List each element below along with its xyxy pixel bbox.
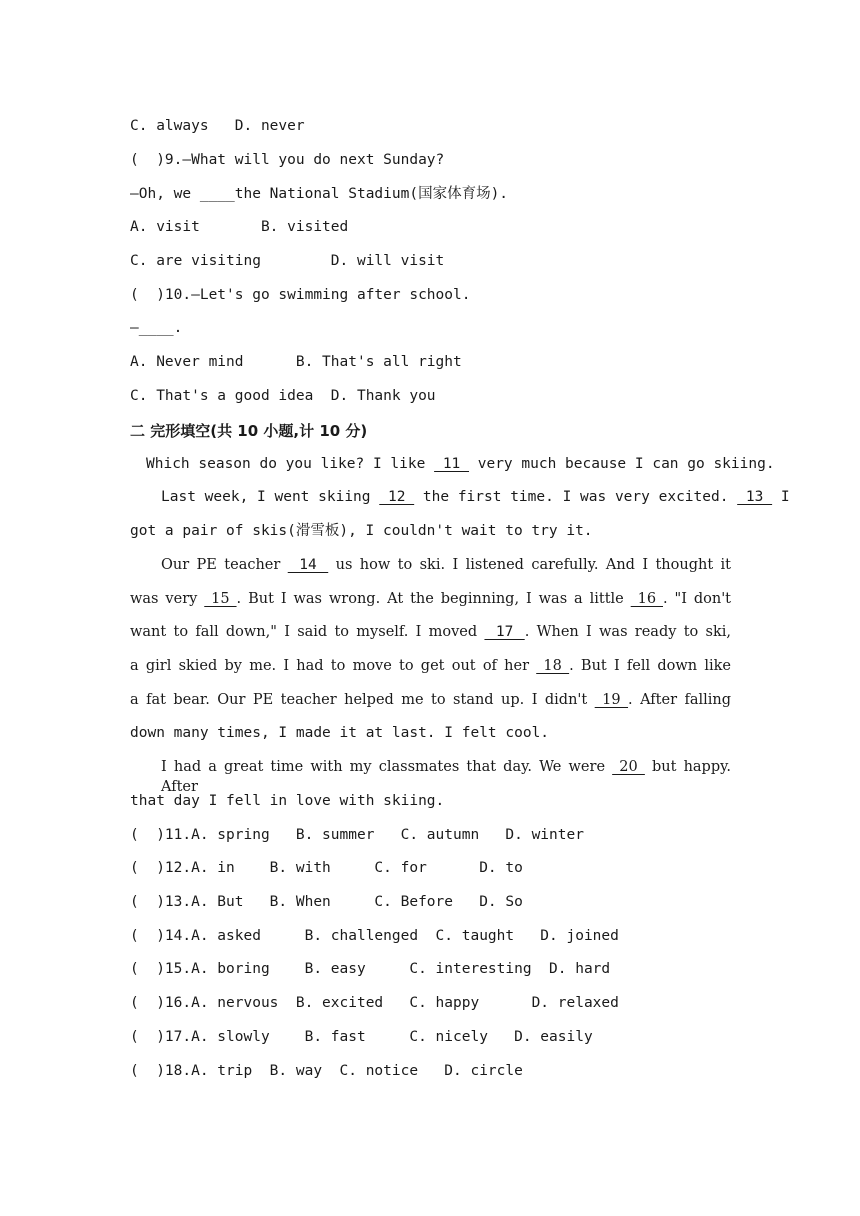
q10-options-ab: A. Never mind B. That's all right bbox=[130, 354, 462, 370]
cloze-option-17: ( )17.A. slowly B. fast C. nicely D. easily bbox=[130, 1029, 593, 1045]
q8-options-cd: C. always D. never bbox=[130, 118, 305, 134]
passage-line: got a pair of skis(滑雪板), I couldn't wait to try it. bbox=[130, 523, 593, 539]
passage-line: want to fall down," I said to myself. I moved 17 . When I was ready to ski, bbox=[130, 624, 731, 640]
cloze-option-13: ( )13.A. But B. When C. Before D. So bbox=[130, 894, 523, 910]
passage-line: that day I fell in love with skiing. bbox=[130, 793, 445, 809]
blank-12: 12 bbox=[379, 489, 415, 505]
cloze-option-11: ( )11.A. spring B. summer C. autumn D. winter bbox=[130, 827, 584, 843]
blank-20: 20 bbox=[612, 759, 645, 775]
q10-stem: ( )10.—Let's go swimming after school. bbox=[130, 287, 471, 303]
cloze-option-14: ( )14.A. asked B. challenged C. taught D. joined bbox=[130, 928, 619, 944]
passage-line: a fat bear. Our PE teacher helped me to stand up. I didn't 19 . After falling bbox=[130, 692, 731, 708]
cloze-option-15: ( )15.A. boring B. easy C. interesting D. hard bbox=[130, 961, 611, 977]
passage-line: I had a great time with my classmates that day. We were 20 but happy. After bbox=[161, 759, 731, 795]
cloze-option-12: ( )12.A. in B. with C. for D. to bbox=[130, 860, 523, 876]
passage-line: Last week, I went skiing 12 the first time. I was very excited. 13 I bbox=[161, 489, 790, 505]
q9-stem: ( )9.—What will you do next Sunday? bbox=[130, 152, 445, 168]
blank-16: 16 bbox=[630, 591, 663, 607]
blank-19: 19 bbox=[594, 692, 629, 708]
blank-17: 17 bbox=[484, 624, 525, 640]
q10-reply: —____. bbox=[130, 320, 183, 336]
passage-line: down many times, I made it at last. I felt cool. bbox=[130, 725, 550, 741]
blank-15: 15 bbox=[204, 591, 237, 607]
passage-line: Which season do you like? I like 11 very much because I can go skiing. bbox=[146, 456, 775, 472]
q10-options-cd: C. That's a good idea D. Thank you bbox=[130, 388, 436, 404]
cloze-option-16: ( )16.A. nervous B. excited C. happy D. relaxed bbox=[130, 995, 619, 1011]
passage-line: Our PE teacher 14 us how to ski. I listened carefully. And I thought it bbox=[161, 557, 731, 573]
cloze-option-18: ( )18.A. trip B. way C. notice D. circle bbox=[130, 1063, 523, 1079]
q9-reply: —Oh, we ____the National Stadium(国家体育场). bbox=[130, 186, 509, 202]
passage-line: was very 15 . But I was wrong. At the beginning, I was a little 16 . "I don't bbox=[130, 591, 732, 607]
passage-line: a girl skied by me. I had to move to get out of her 18 . But I fell down like bbox=[130, 658, 731, 674]
q9-options-ab: A. visit B. visited bbox=[130, 219, 349, 235]
blank-18: 18 bbox=[536, 658, 570, 674]
blank-13: 13 bbox=[737, 489, 773, 505]
blank-11: 11 bbox=[434, 456, 470, 472]
blank-14: 14 bbox=[287, 557, 329, 573]
section-heading: 二 完形填空(共 10 小题,计 10 分) bbox=[130, 422, 368, 440]
q9-options-cd: C. are visiting D. will visit bbox=[130, 253, 445, 269]
